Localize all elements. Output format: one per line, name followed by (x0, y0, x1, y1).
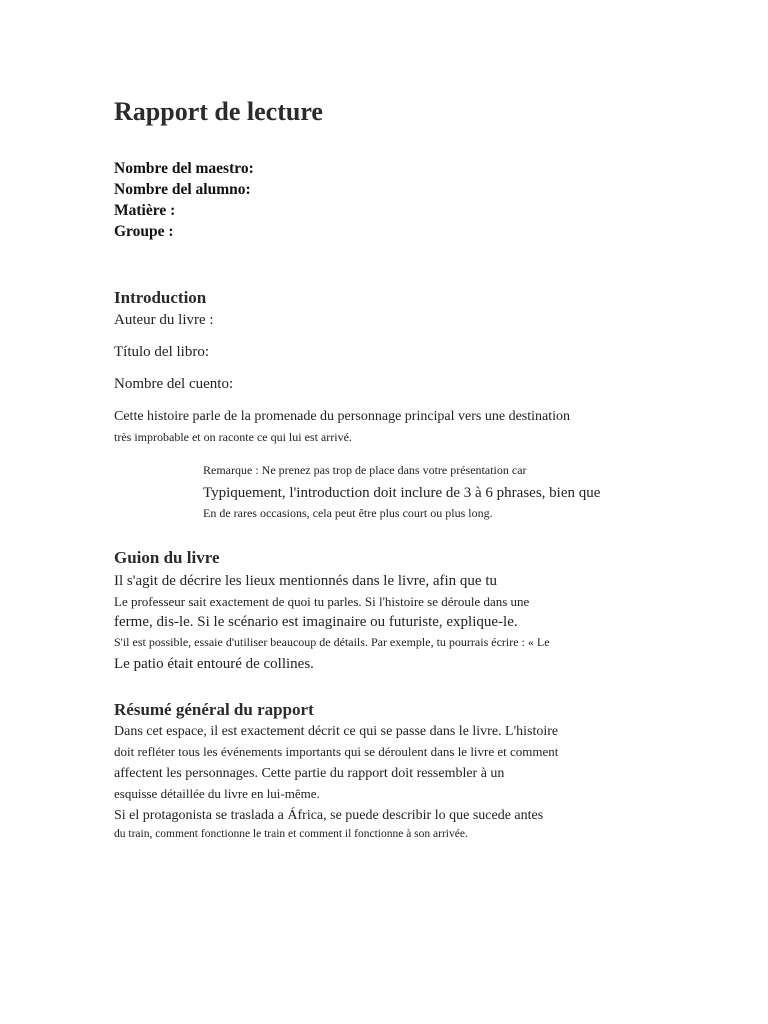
guion-line: S'il est possible, essaie d'utiliser beaucoup de détails. Par exemple, tu pourrais écrire : « Le (114, 635, 550, 649)
resume-heading: Résumé général du rapport (114, 700, 314, 719)
resume-line: affectent les personnages. Cette partie du rapport doit ressembler à un (114, 766, 505, 781)
guion-line: Il s'agit de décrire les lieux mentionnés dans le livre, afin que tu (114, 573, 497, 589)
resume-line: esquisse détaillée du livre en lui-même. (114, 786, 320, 801)
resume-line: du train, comment fonctionne le train et comment il fonctionne à son arrivée. (114, 828, 468, 840)
guion-line: Le professeur sait exactement de quoi tu parles. Si l'histoire se déroule dans une (114, 594, 530, 609)
intro-note-line: En de rares occasions, cela peut être plus court ou plus long. (203, 506, 493, 520)
book-title-line: Título del libro: (114, 344, 209, 360)
intro-paragraph-line: Cette histoire parle de la promenade du personnage principal vers une destination (114, 409, 571, 424)
resume-line: Si el protagonista se traslada a África, se puede describir lo que sucede antes (114, 808, 544, 823)
subject-field: Matière : (114, 202, 176, 219)
resume-line: Dans cet espace, il est exactement décrit ce qui se passe dans le livre. L'histoire (114, 724, 559, 739)
introduction-heading: Introduction (114, 288, 207, 307)
guion-line: ferme, dis-le. Si le scénario est imaginaire ou futuriste, explique-le. (114, 614, 518, 630)
teacher-name-field: Nombre del maestro: (114, 160, 254, 177)
group-field: Groupe : (114, 223, 174, 240)
story-name-line: Nombre del cuento: (114, 376, 234, 392)
guion-line: Le patio était entouré de collines. (114, 656, 314, 672)
intro-note-line: Remarque : Ne prenez pas trop de place dans votre présentation car (203, 463, 527, 477)
intro-paragraph-line: très improbable et on raconte ce qui lui est arrivé. (114, 430, 352, 444)
document-title: Rapport de lecture (114, 97, 323, 126)
guion-heading: Guion du livre (114, 548, 220, 567)
book-author-line: Auteur du livre : (114, 312, 214, 328)
student-name-field: Nombre del alumno: (114, 181, 251, 198)
intro-note-line: Typiquement, l'introduction doit inclure de 3 à 6 phrases, bien que (203, 485, 601, 501)
resume-line: doit refléter tous les événements importants qui se déroulent dans le livre et comment (114, 744, 559, 759)
